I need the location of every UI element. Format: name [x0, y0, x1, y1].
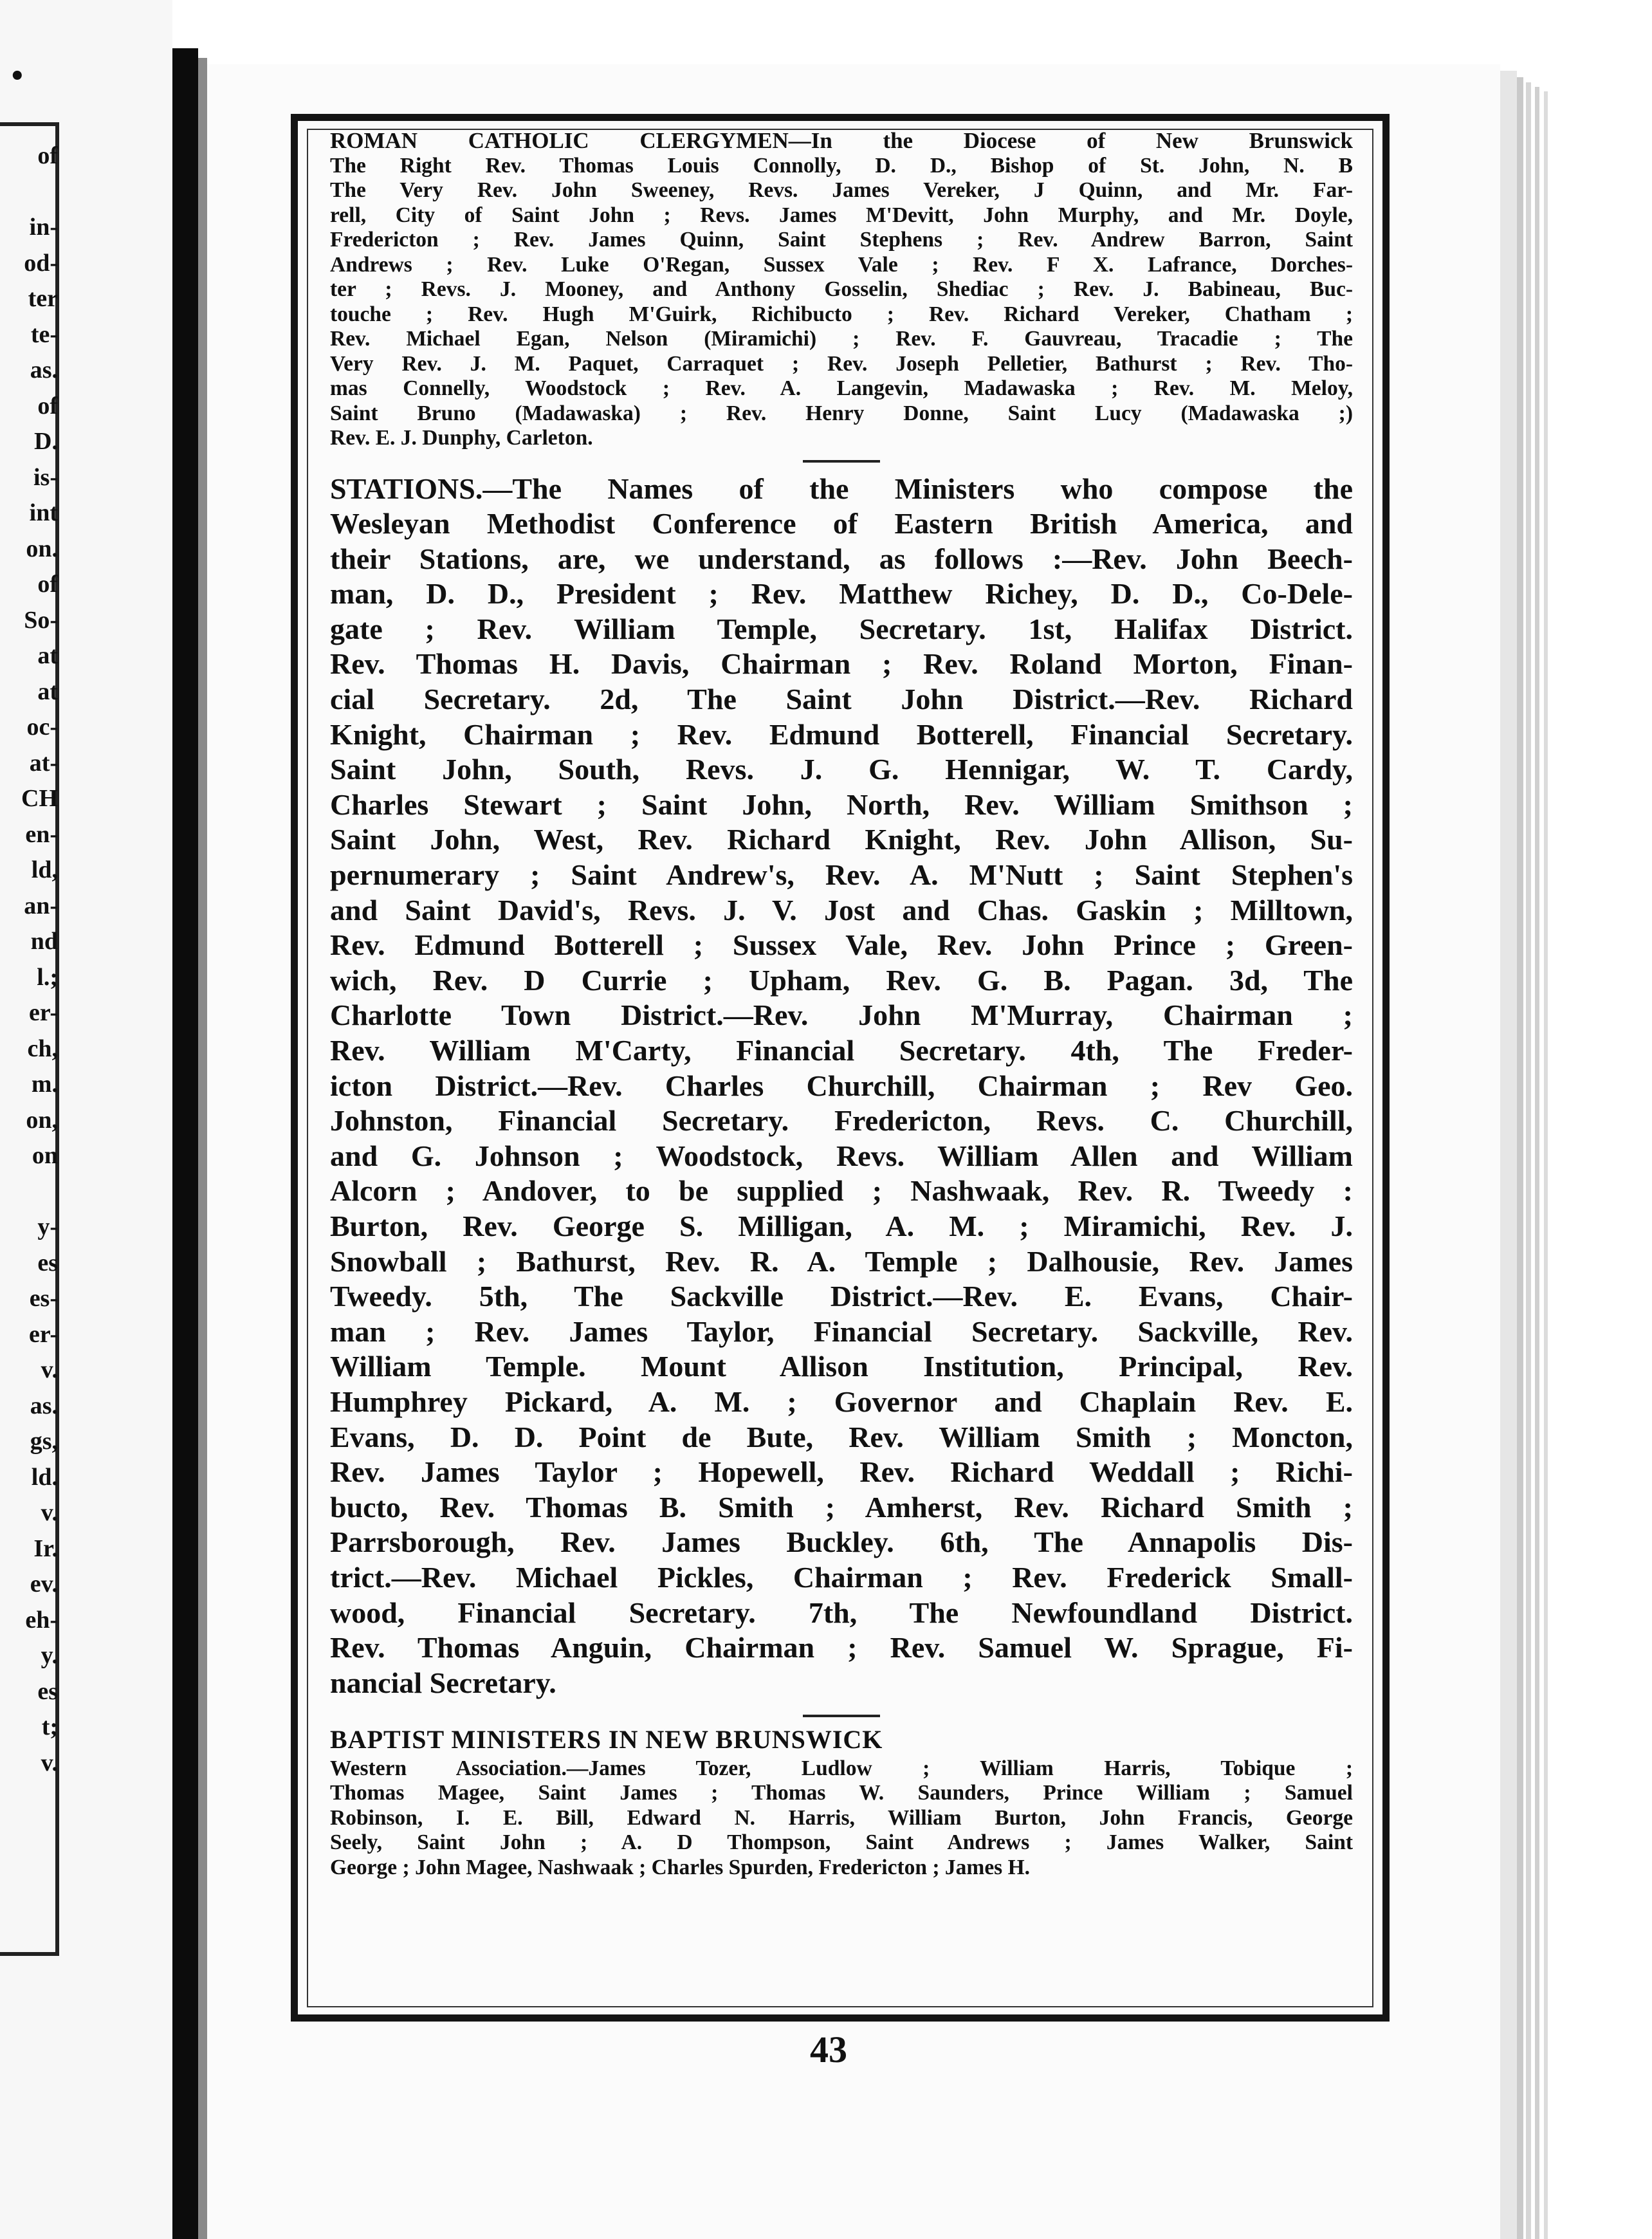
left-page-fragment-line: on. — [26, 535, 58, 562]
left-page-fragment-line: ld, — [31, 856, 58, 883]
wesleyan-stations-line: cial Secretary. 2d, The Saint John District.—Rev. Richard — [330, 683, 1353, 716]
wesleyan-stations-line: William Temple. Mount Allison Institution, Principal, Rev. — [330, 1350, 1353, 1383]
catholic-clergy-line: ter ; Revs. J. Mooney, and Anthony Gosselin, Shediac ; Rev. J. Babineau, Buc- — [330, 277, 1353, 301]
catholic-clergy-line: touche ; Rev. Hugh M'Guirk, Richibucto ; Rev. Richard Vereker, Chatham ; — [330, 302, 1353, 326]
left-page-fragment-line: CH — [21, 785, 58, 812]
left-page-fragment — [0, 0, 177, 2239]
left-page-fragment-line: v. — [41, 1356, 58, 1383]
left-page-fragment-line: er- — [29, 999, 58, 1026]
wesleyan-stations-line: Rev. Thomas Anguin, Chairman ; Rev. Samuel W. Sprague, Fi- — [330, 1631, 1353, 1664]
left-page-fragment-line: is- — [33, 463, 58, 491]
catholic-clergy-line: Andrews ; Rev. Luke O'Regan, Sussex Vale ; Rev. F X. Lafrance, Dorches- — [330, 252, 1353, 277]
left-page-fragment-line: on — [32, 1142, 58, 1169]
left-page-fragment-line: ch, — [27, 1035, 58, 1062]
wesleyan-stations-line: Charlotte Town District.—Rev. John M'Murray, Chairman ; — [330, 999, 1353, 1032]
left-page-fragment-line: od- — [24, 249, 58, 277]
wesleyan-stations-line: Wesleyan Methodist Conference of Eastern British America, and — [330, 507, 1353, 540]
left-page-fragment-line: nd — [30, 928, 58, 955]
left-page-fragment-line: oc- — [26, 714, 58, 741]
page-number: 43 — [810, 2029, 847, 2070]
baptist-ministers-line: Western Association.—James Tozer, Ludlow ; William Harris, Tobique ; — [330, 1756, 1353, 1780]
left-page-fragment-line: ter — [28, 285, 58, 312]
catholic-clergy-section — [330, 129, 1353, 451]
wesleyan-stations-line: wich, Rev. D Currie ; Upham, Rev. G. B. Pagan. 3d, The — [330, 963, 1353, 997]
wesleyan-stations-line: nancial Secretary. — [330, 1666, 556, 1699]
wesleyan-stations-section — [330, 472, 1353, 1701]
wesleyan-stations-list — [330, 472, 1353, 1701]
wesleyan-stations-line: Charles Stewart ; Saint John, North, Rev. William Smithson ; — [330, 788, 1353, 821]
baptist-heading: BAPTIST MINISTERS IN NEW BRUNSWICK — [330, 1725, 883, 1755]
left-page-fragment-line: So- — [24, 606, 58, 634]
left-page-fragment-line: an- — [24, 892, 58, 919]
wesleyan-stations-line: wood, Financial Secretary. 7th, The Newfoundland District. — [330, 1596, 1353, 1629]
wesleyan-stations-line: trict.—Rev. Michael Pickles, Chairman ; Rev. Frederick Small- — [330, 1560, 1353, 1594]
left-page-fragment-line: on, — [26, 1106, 58, 1134]
wesleyan-stations-line: bucto, Rev. Thomas B. Smith ; Amherst, Rev. Richard Smith ; — [330, 1490, 1353, 1524]
catholic-clergy-line: The Very Rev. John Sweeney, Revs. James Vereker, J Quinn, and Mr. Far- — [330, 178, 1353, 202]
wesleyan-stations-line: Alcorn ; Andover, to be supplied ; Nashwaak, Rev. R. Tweedy : — [330, 1174, 1353, 1208]
catholic-clergy-line: mas Connelly, Woodstock ; Rev. A. Langevin, Madawaska ; Rev. M. Meloy, — [330, 376, 1353, 400]
catholic-clergy-line: Fredericton ; Rev. James Quinn, Saint Stephens ; Rev. Andrew Barron, Saint — [330, 228, 1353, 252]
wesleyan-stations-line: Rev. James Taylor ; Hopewell, Rev. Richard Weddall ; Richi- — [330, 1455, 1353, 1489]
left-page-fragment-line: int — [29, 499, 58, 526]
left-page-fragment-line: as. — [30, 356, 58, 383]
left-page-fragment-line: ev. — [30, 1571, 58, 1598]
left-page-fragment-line: gs, — [30, 1428, 58, 1455]
baptist-ministers-list — [330, 1756, 1353, 1881]
baptist-ministers-section — [330, 1725, 1353, 1880]
wesleyan-stations-line: Rev. Thomas H. Davis, Chairman ; Rev. Roland Morton, Finan- — [330, 647, 1353, 681]
left-page-fragment-line: of — [37, 142, 58, 169]
wesleyan-stations-line: man, D. D., President ; Rev. Matthew Richey, D. D., Co-Dele- — [330, 577, 1353, 611]
left-page-fragment-line: t; — [41, 1713, 58, 1740]
wesleyan-stations-line: Burton, Rev. George S. Milligan, A. M. ; Miramichi, Rev. J. — [330, 1209, 1353, 1242]
catholic-clergy-line: Saint Bruno (Madawaska) ; Rev. Henry Donne, Saint Lucy (Madawaska ;) — [330, 401, 1353, 425]
left-page-fragment-line: y- — [37, 1213, 58, 1240]
left-page-fragment-line: en- — [25, 820, 58, 848]
left-page-fragment-line: y. — [41, 1642, 58, 1669]
wesleyan-stations-line: gate ; Rev. William Temple, Secretary. 1st, Halifax District. — [330, 612, 1353, 645]
left-page-fragment-line: Ir. — [33, 1534, 58, 1562]
left-page-fragment-line: te- — [30, 320, 58, 348]
left-page-fragment-line: ld. — [31, 1463, 58, 1491]
baptist-ministers-line: Seely, Saint John ; A. D Thompson, Saint Andrews ; James Walker, Saint — [330, 1830, 1353, 1855]
wesleyan-stations-line: Saint John, South, Revs. J. G. Hennigar, W. T. Cardy, — [330, 753, 1353, 786]
left-page-fragment-line: l.; — [37, 963, 58, 991]
left-page-fragment-line — [5, 1174, 58, 1210]
section-divider — [803, 1715, 880, 1717]
left-page-fragment-line: in- — [29, 214, 58, 241]
section-divider — [803, 460, 880, 463]
wesleyan-stations-line: STATIONS.—The Names of the Ministers who compose the — [330, 472, 1353, 505]
wesleyan-stations-line: and G. Johnson ; Woodstock, Revs. William Allen and William — [330, 1139, 1353, 1172]
wesleyan-stations-line: Johnston, Financial Secretary. Fredericton, Revs. C. Churchill, — [330, 1104, 1353, 1138]
left-page-fragment-line: at — [37, 677, 58, 705]
catholic-clergy-line: rell, City of Saint John ; Revs. James M'Devitt, John Murphy, and Mr. Doyle, — [330, 203, 1353, 227]
left-page-fragment-line: es — [37, 1249, 58, 1276]
left-page-fragment-line — [5, 174, 58, 210]
wesleyan-stations-line: man ; Rev. James Taylor, Financial Secretary. Sackville, Rev. — [330, 1314, 1353, 1348]
wesleyan-stations-line: Saint John, West, Rev. Richard Knight, Rev. John Allison, Su- — [330, 823, 1353, 856]
left-page-fragment-line: as. — [30, 1392, 58, 1419]
wesleyan-stations-line: Rev. Edmund Botterell ; Sussex Vale, Rev. John Prince ; Green- — [330, 928, 1353, 962]
wesleyan-stations-line: Evans, D. D. Point de Bute, Rev. William Smith ; Moncton, — [330, 1420, 1353, 1453]
left-page-fragment-line: of — [37, 571, 58, 598]
wesleyan-stations-line: and Saint David's, Revs. J. V. Jost and Chas. Gaskin ; Milltown, — [330, 893, 1353, 926]
left-page-fragment-line: D. — [34, 428, 58, 455]
left-page-text-fragments — [5, 138, 58, 1781]
baptist-ministers-line: Robinson, I. E. Bill, Edward N. Harris, William Burton, John Francis, George — [330, 1805, 1353, 1830]
page-content — [330, 129, 1353, 1880]
wesleyan-stations-line: pernumerary ; Saint Andrew's, Rev. A. M'Nutt ; Saint Stephen's — [330, 858, 1353, 892]
left-page-fragment-line: v. — [41, 1749, 58, 1776]
left-page-fragment-line: es- — [29, 1285, 58, 1312]
baptist-ministers-line: Thomas Magee, Saint James ; Thomas W. Saunders, Prince William ; Samuel — [330, 1781, 1353, 1805]
left-page-fragment-line: at — [37, 642, 58, 669]
catholic-heading: ROMAN CATHOLIC CLERGYMEN—In the Diocese of New Brunswick — [330, 128, 1353, 153]
wesleyan-stations-line: Humphrey Pickard, A. M. ; Governor and Chaplain Rev. E. — [330, 1385, 1353, 1418]
wesleyan-stations-line: Tweedy. 5th, The Sackville District.—Rev. E. Evans, Chair- — [330, 1280, 1353, 1313]
catholic-clergy-line: Rev. E. J. Dunphy, Carleton. — [330, 426, 593, 450]
left-page-fragment-line: eh- — [25, 1606, 58, 1634]
left-page-bullet: • — [9, 61, 26, 91]
wesleyan-stations-line: icton District.—Rev. Charles Churchill, Chairman ; Rev Geo. — [330, 1069, 1353, 1102]
baptist-ministers-line: George ; John Magee, Nashwaak ; Charles Spurden, Fredericton ; James H. — [330, 1855, 1031, 1879]
wesleyan-stations-line: their Stations, are, we understand, as follows :—Rev. John Beech- — [330, 542, 1353, 575]
left-page-fragment-line: es — [37, 1677, 58, 1705]
catholic-clergy-list — [330, 154, 1353, 451]
left-page-fragment-line: at- — [29, 749, 58, 777]
left-page-fragment-line: v. — [41, 1499, 58, 1526]
catholic-clergy-line: Very Rev. J. M. Paquet, Carraquet ; Rev. Joseph Pelletier, Bathurst ; Rev. Tho- — [330, 351, 1353, 376]
left-page-fragment-line: er- — [29, 1320, 58, 1348]
catholic-clergy-line: Rev. Michael Egan, Nelson (Miramichi) ; Rev. F. Gauvreau, Tracadie ; The — [330, 327, 1353, 351]
wesleyan-stations-line: Rev. William M'Carty, Financial Secretary. 4th, The Freder- — [330, 1034, 1353, 1067]
left-page-fragment-line: m. — [31, 1071, 58, 1098]
wesleyan-stations-line: Snowball ; Bathurst, Rev. R. A. Temple ; Dalhousie, Rev. James — [330, 1244, 1353, 1278]
wesleyan-stations-line: Knight, Chairman ; Rev. Edmund Botterell, Financial Secretary. — [330, 717, 1353, 751]
left-page-fragment-line: of — [37, 392, 58, 419]
wesleyan-stations-line: Parrsborough, Rev. James Buckley. 6th, The Annapolis Dis- — [330, 1525, 1353, 1559]
catholic-clergy-line: The Right Rev. Thomas Louis Connolly, D. D., Bishop of St. John, N. B — [330, 153, 1353, 178]
